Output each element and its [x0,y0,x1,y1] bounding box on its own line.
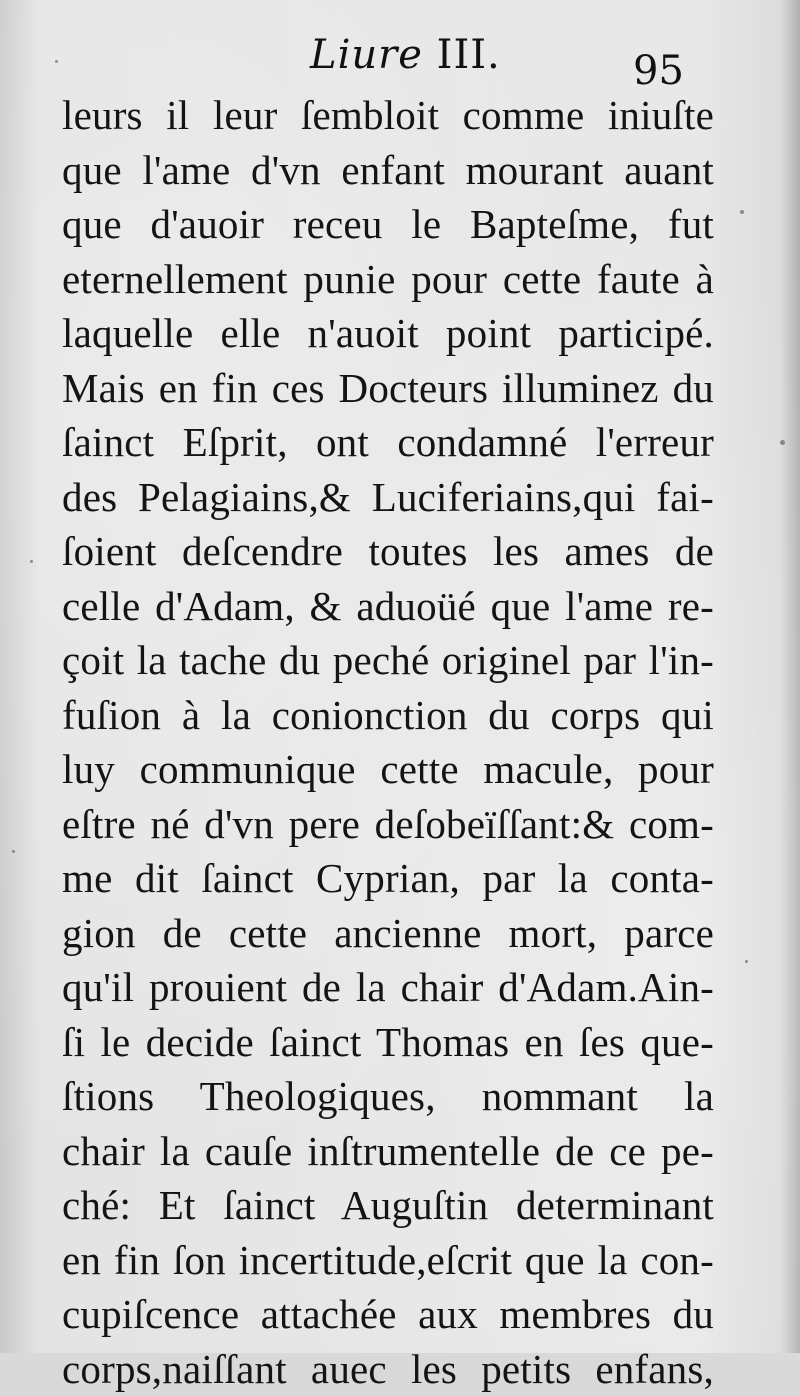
paper-speck [740,210,744,214]
text-line: que d'auoir receu le Bapteſme, fut [62,197,714,252]
running-head-title: Liure [310,32,423,78]
text-line: ſi le decide ſainct Thomas en ſes que- [62,1015,714,1070]
text-line: gion de cette ancienne mort, parce [62,906,714,961]
running-head-book-number: III. [423,32,501,78]
text-line: ché: Et ſainct Auguſtin determinant [62,1178,714,1233]
text-line: ſtions Theologiques, nommant la [62,1069,714,1124]
paper-speck [745,960,748,963]
paper-speck [780,440,785,445]
paper-speck [12,850,15,853]
text-line: cupiſcence attachée aux membres du [62,1287,714,1342]
text-line: ſoient deſcendre toutes les ames de [62,524,714,579]
text-line: en fin ſon incertitude,eſcrit que la con- [62,1233,714,1288]
page-number: 95 [633,48,684,94]
text-line: qu'il prouient de la chair d'Adam.Ain- [62,960,714,1015]
body-text [62,88,714,1396]
text-line: chair la cauſe inſtrumentelle de ce pe- [62,1124,714,1179]
running-head [310,32,501,78]
text-line: fuſion à la conionction du corps qui [62,688,714,743]
text-line: luy communique cette macule, pour [62,742,714,797]
text-line: me dit ſainct Cyprian, par la conta- [62,851,714,906]
text-line: celle d'Adam, & aduoüé que l'ame re- [62,579,714,634]
text-line: Mais en fin ces Docteurs illuminez du [62,361,714,416]
text-line: eſtre né d'vn pere deſobeïſſant:& com- [62,797,714,852]
text-line: que l'ame d'vn enfant mourant auant [62,143,714,198]
text-line: corps,naiſſant auec les petits enfans, [62,1342,714,1396]
page-header [0,18,800,88]
text-line: ſainct Eſprit, ont condamné l'erreur [62,415,714,470]
text-line: çoit la tache du peché originel par l'in- [62,633,714,688]
text-line: leurs il leur ſembloit comme iniuſte [62,88,714,143]
text-line: laquelle elle n'auoit point participé. [62,306,714,361]
text-line: eternellement punie pour cette faute à [62,252,714,307]
text-line: des Pelagiains,& Luciferiains,qui fai- [62,470,714,525]
paper-speck [30,560,33,563]
